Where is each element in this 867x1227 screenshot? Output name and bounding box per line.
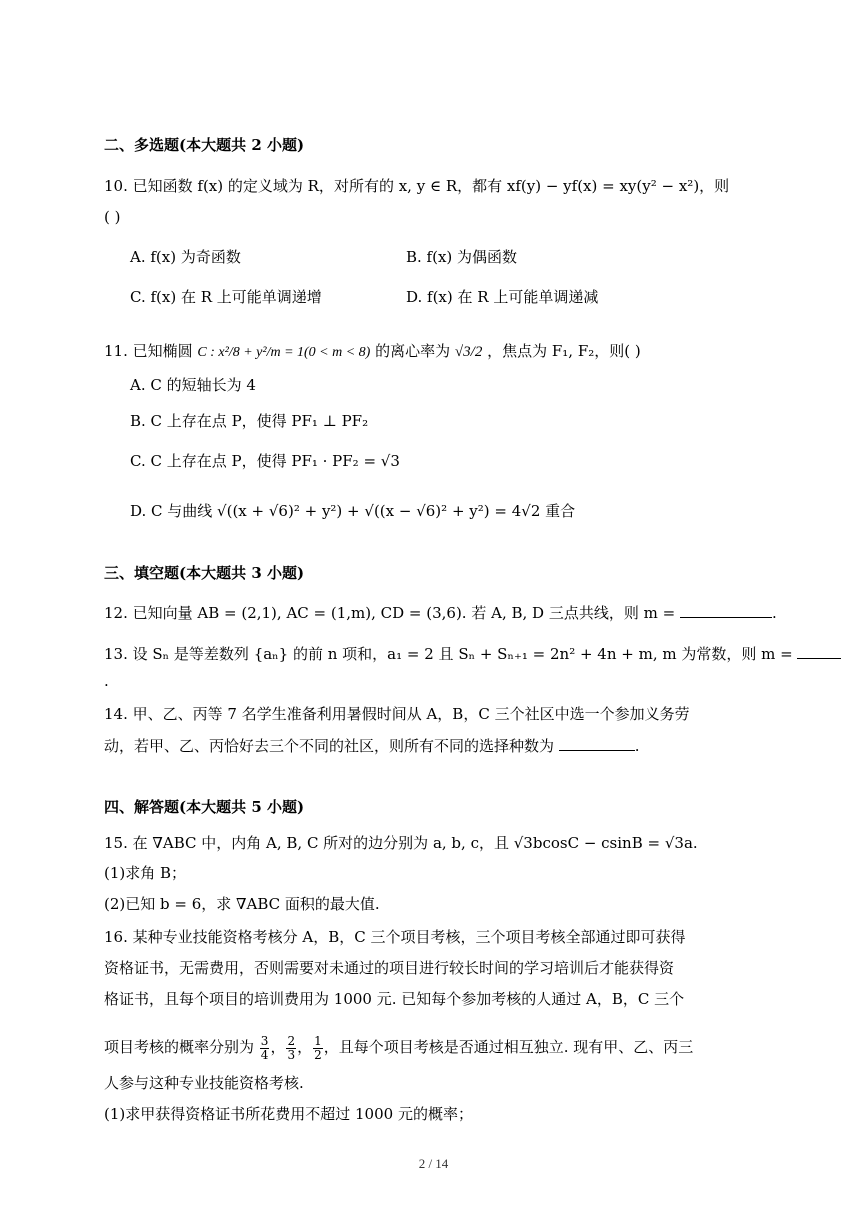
q11-option-d: D. C 与曲线 √((x + √6)² + y²) + √((x − √6)² + y²) = 4√2 重合 xyxy=(130,502,576,520)
q16-line4-prefix: 项目考核的概率分别为 xyxy=(104,1038,255,1056)
prob-c-fraction xyxy=(313,1035,323,1062)
section-header-fill-blank: 三、填空题(本大题共 3 小题) xyxy=(104,564,305,582)
page-number: 2 / 14 xyxy=(418,1156,449,1171)
section-header-answer: 四、解答题(本大题共 5 小题) xyxy=(104,798,305,816)
prob-c-denominator: 2 xyxy=(314,1047,322,1062)
q11-ellipse-equation: C : x²/8 + y²/m = 1(0 < m < 8) xyxy=(197,345,371,360)
q11-stem-suffix: ，焦点为 F₁, F₂，则( ) xyxy=(487,342,641,360)
q16-line4-suffix: ，且每个项目考核是否通过相互独立. 现有甲、乙、丙三 xyxy=(323,1038,694,1056)
prob-a-numerator: 3 xyxy=(260,1033,269,1048)
q11-option-c: C. C 上存在点 P，使得 PF₁ · PF₂ = √3 xyxy=(130,452,400,470)
q13-text: 13. 设 Sₙ 是等差数列 {aₙ} 的前 n 项和，a₁ = 2 且 Sₙ + Sₙ₊₁ = 2n² + 4n + m, m 为常数，则 m = xyxy=(104,645,793,663)
q16-line4: 项目考核的概率分别为 $\frac{3}{4}$ ， $\frac{2}{3}$ ， $\frac{1}{2}$ ，且每个项目考核是否通过相互独立. 现有甲、乙、丙三 xyxy=(104,1033,694,1062)
q10-option-a: A. f(x) 为奇函数 xyxy=(130,248,241,266)
prob-b-fraction xyxy=(286,1035,296,1062)
q13-line xyxy=(104,643,793,665)
q11-stem xyxy=(104,340,771,364)
prob-c-numerator: 1 xyxy=(314,1033,322,1048)
q14-text: 动，若甲、乙、丙恰好去三个不同的社区，则所有不同的选择种数为 xyxy=(104,737,555,755)
q16-part1: (1)求甲获得资格证书所花费用不超过 1000 元的概率； xyxy=(104,1105,473,1123)
q14-answer-blank xyxy=(559,736,635,751)
q13-line2: . xyxy=(104,672,109,690)
q15-part1: (1)求角 B； xyxy=(104,864,187,882)
section-header-multi-choice: 二、多选题(本大题共 2 小题) xyxy=(104,136,305,154)
q10-option-d: D. f(x) 在 R 上可能单调递减 xyxy=(406,288,599,306)
q11-eccentricity: √3/2 xyxy=(454,344,483,360)
prob-b-numerator: 2 xyxy=(287,1033,296,1048)
q16-line5: 人参与这种专业技能资格考核. xyxy=(104,1074,304,1092)
q16-line2: 资格证书，无需费用，否则需要对未通过的项目进行较长时间的学习培训后才能获得资 xyxy=(104,959,675,977)
q10-stem: 10. 已知函数 f(x) 的定义域为 R，对所有的 x, y ∈ R，都有 xf(y) − yf(x) = xy(y² − x²)，则 xyxy=(104,177,730,195)
q16-line3: 格证书，且每个项目的培训费用为 1000 元. 已知每个参加考核的人通过 A，B，C 三个 xyxy=(104,990,685,1008)
q11-option-b: B. C 上存在点 P，使得 PF₁ ⊥ PF₂ xyxy=(130,412,369,430)
prob-b-denominator: 3 xyxy=(287,1047,296,1062)
q11-stem-mid: 的离心率为 xyxy=(375,342,451,360)
q14-line2: 动，若甲、乙、丙恰好去三个不同的社区，则所有不同的选择种数为 . xyxy=(104,737,640,755)
q13-answer-blank xyxy=(797,644,841,659)
q12-answer-blank xyxy=(680,603,772,618)
q15-part2: (2)已知 b = 6，求 ∇ABC 面积的最大值. xyxy=(104,895,380,913)
q10-option-b: B. f(x) 为偶函数 xyxy=(406,248,518,266)
q14-line1: 14. 甲、乙、丙等 7 名学生准备利用暑假时间从 A，B，C 三个社区中选一个参加义务劳 xyxy=(104,705,690,723)
q11-option-a: A. C 的短轴长为 4 xyxy=(130,376,256,394)
q11-stem-prefix: 11. 已知椭圆 xyxy=(104,342,193,360)
q10-option-c: C. f(x) 在 R 上可能单调递增 xyxy=(130,288,322,306)
q12-line: 12. 已知向量 AB = (2,1), AC = (1,m), CD = (3,6). 若 A, B, D 三点共线，则 m = . xyxy=(104,604,777,622)
prob-a-fraction xyxy=(260,1035,270,1062)
q15-line1: 15. 在 ∇ABC 中，内角 A, B, C 所对的边分别为 a, b, c，且 √3bcosC − csinB = √3a. xyxy=(104,834,698,852)
q12-text: 12. 已知向量 AB = (2,1), AC = (1,m), CD = (3,6). 若 A, B, D 三点共线，则 m = xyxy=(104,604,676,622)
q10-paren: ( ) xyxy=(104,208,121,226)
prob-a-denominator: 4 xyxy=(260,1047,269,1062)
q16-line1: 16. 某种专业技能资格考核分 A，B，C 三个项目考核，三个项目考核全部通过即可获得 xyxy=(104,928,686,946)
